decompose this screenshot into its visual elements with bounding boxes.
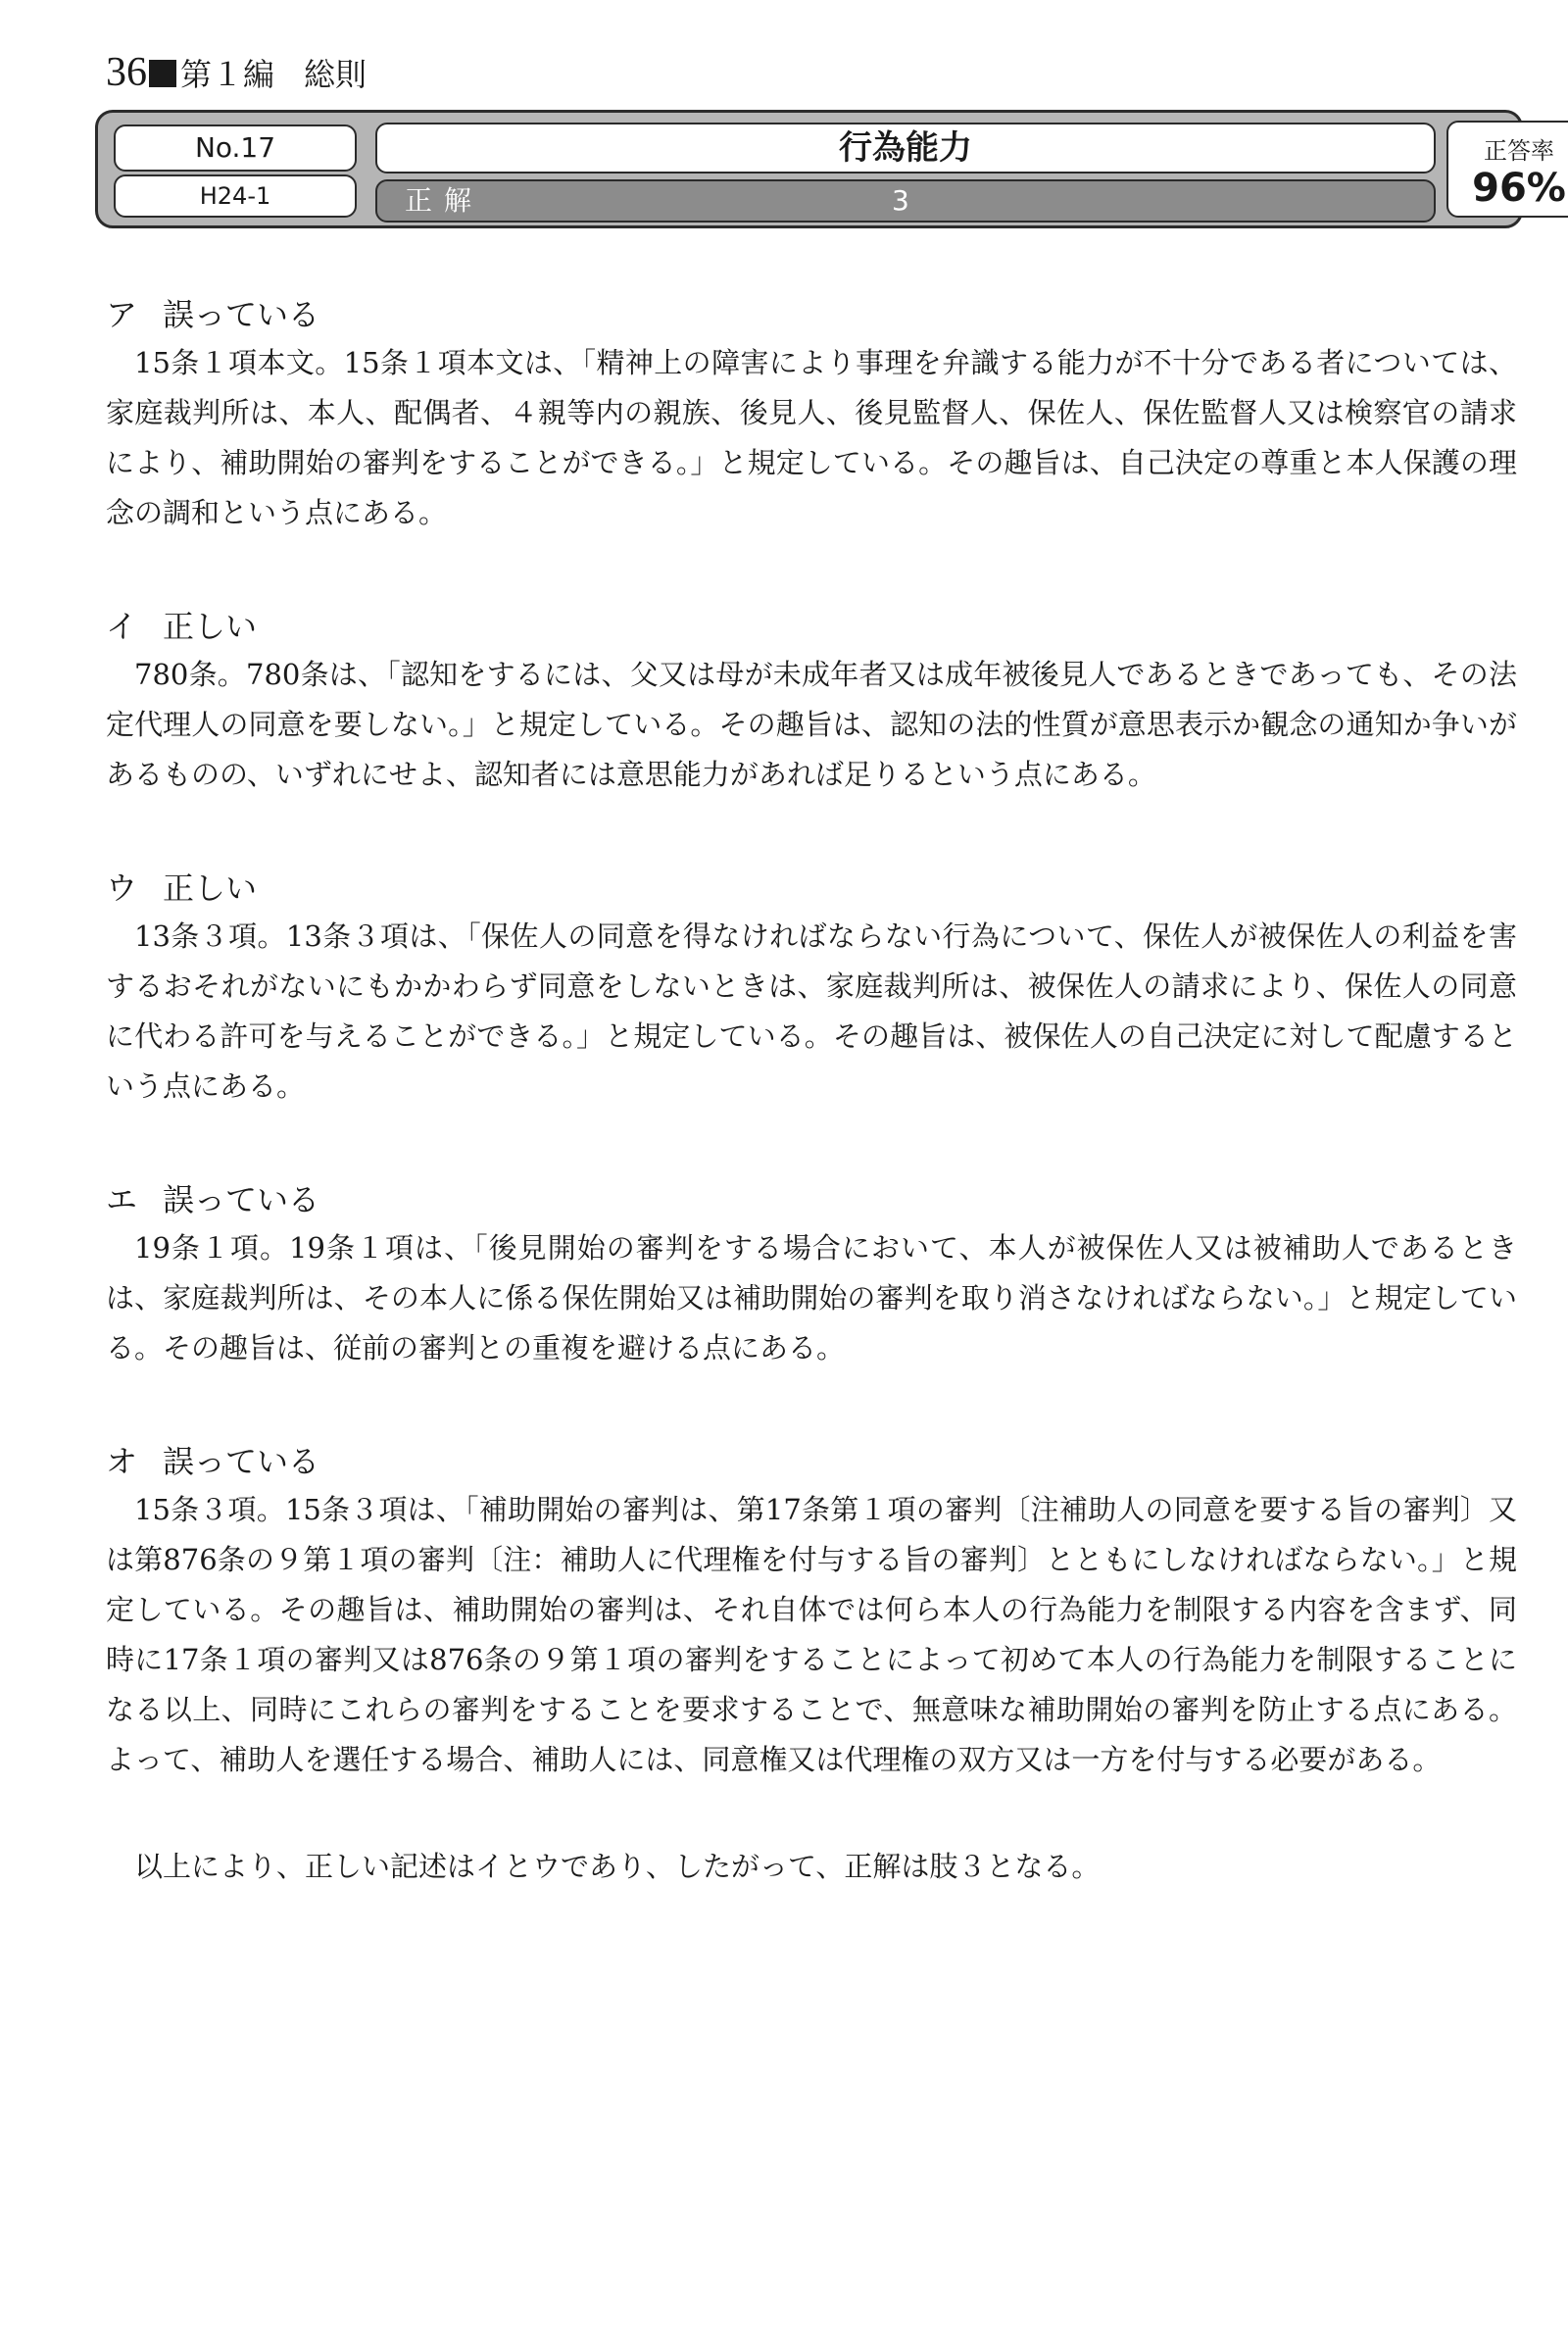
item-text: 15条１項本文。15条１項本文は、「精神上の障害により事理を弁識する能力が不十分である者については、家庭裁判所は、本人、配偶者、４親等内の親族、後見人、後見監督人、保佐人、保佐監督人又は検察官の請求により、補助開始の審判をすることができる。」と規定している。その趣旨は、自己決定の尊重と本人保護の理念の調和という点にある。: [106, 346, 1517, 529]
item-mark: ウ: [106, 869, 138, 907]
item-heading: [106, 1438, 1517, 1485]
conclusion-text: 以上により、正しい記述はイとウであり、したがって、正解は肢３となる。: [134, 1850, 1101, 1883]
correct-rate-box: [1446, 121, 1568, 218]
item-heading: [106, 603, 1517, 650]
correct-rate-value: 96%: [1472, 166, 1566, 211]
answer-label: 正解: [405, 184, 484, 217]
item-verdict: 正しい: [163, 608, 258, 645]
item-text: 19条１項。19条１項は、「後見開始の審判をする場合において、本人が被保佐人又は被補助人であるときは、家庭裁判所は、その本人に係る保佐開始又は補助開始の審判を取り消さなければならない。」と規定している。その趣旨は、従前の審判との重複を避ける点にある。: [106, 1231, 1517, 1365]
item-heading: [106, 865, 1517, 912]
correct-rate-label: 正答率: [1484, 137, 1554, 165]
item-mark: エ: [106, 1181, 138, 1218]
item-mark: イ: [106, 608, 138, 645]
question-header: [95, 110, 1566, 228]
page-number: 36: [106, 50, 147, 95]
explanation-item: [106, 603, 1517, 800]
item-verdict: 正しい: [163, 869, 258, 907]
item-mark: オ: [106, 1443, 138, 1480]
item-mark: ア: [106, 296, 138, 333]
part-label: 第１編: [180, 56, 275, 93]
explanation-item: [106, 291, 1517, 538]
item-verdict: 誤っている: [163, 1181, 320, 1218]
explanation-body: [106, 291, 1517, 1892]
exam-year: H24-1: [114, 174, 357, 218]
item-verdict: 誤っている: [163, 296, 320, 333]
item-text: 780条。780条は、「認知をするには、父又は母が未成年者又は成年被後見人であるときであっても、その法定代理人の同意を要しない。」と規定している。その趣旨は、認知の法的性質が意思表示か観念の通知か争いがあるものの、いずれにせよ、認知者には意思能力があれば足りるという点にある。: [106, 658, 1517, 791]
item-verdict: 誤っている: [163, 1443, 320, 1480]
explanation-item: [106, 1438, 1517, 1785]
answer-bar: [375, 179, 1436, 223]
item-heading: [106, 1176, 1517, 1223]
square-icon: [149, 60, 176, 87]
question-number: No.17: [114, 124, 357, 172]
explanation-item: [106, 865, 1517, 1112]
question-title: 行為能力: [375, 123, 1436, 174]
section-label: 総則: [304, 56, 368, 93]
explanation-item: [106, 1176, 1517, 1373]
item-text: 13条３項。13条３項は、「保佐人の同意を得なければならない行為について、保佐人が被保佐人の利益を害するおそれがないにもかかわらず同意をしないときは、家庭裁判所は、被保佐人の請求により、保佐人の同意に代わる許可を与えることができる。」と規定している。その趣旨は、被保佐人の自己決定に対して配慮するという点にある。: [106, 919, 1517, 1103]
item-heading: [106, 291, 1517, 338]
item-text: 15条３項。15条３項は、「補助開始の審判は、第17条第１項の審判〔注補助人の同意を要する旨の審判〕又は第876条の９第１項の審判〔注：補助人に代理権を付与する旨の審判〕とともにしなければならない。」と規定している。その趣旨は、補助開始の審判は、それ自体では何ら本人の行為能力を制限する内容を含まず、同時に17条１項の審判又は876条の９第１項の審判をすることによって初めて本人の行為能力を制限することになる以上、同時にこれらの審判をすることを要求することで、無意味な補助開始の審判を防止する点にある。よって、補助人を選任する場合、補助人には、同意権又は代理権の双方又は一方を付与する必要がある。: [106, 1493, 1517, 1776]
answer-value: 3: [892, 184, 909, 217]
running-head: [106, 51, 367, 96]
